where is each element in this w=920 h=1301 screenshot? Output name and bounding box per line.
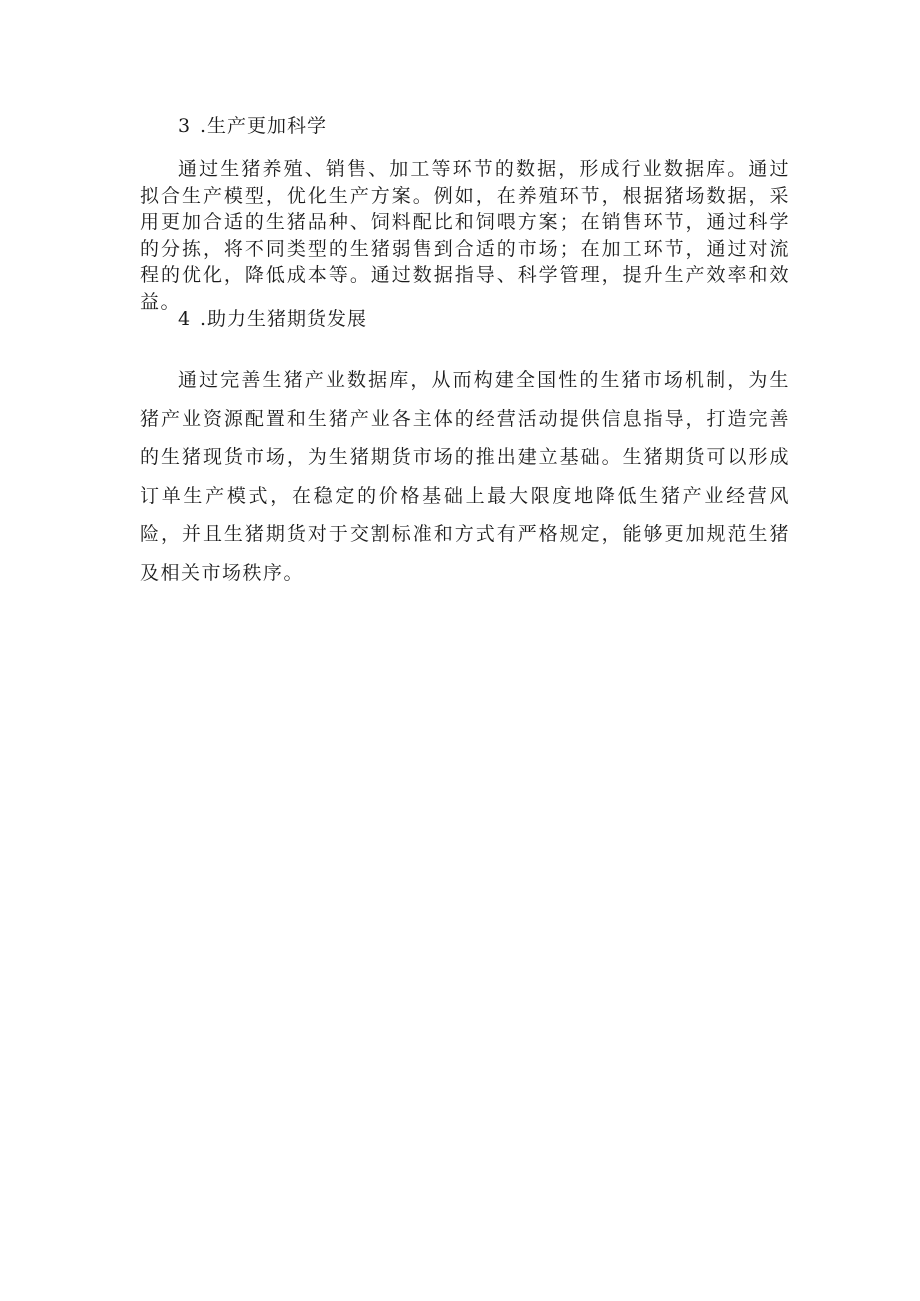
section-title: .助力生猪期货发展 xyxy=(200,308,368,330)
section-title: .生产更加科学 xyxy=(200,115,328,137)
section-paragraph-3: 通过生猪养殖、销售、加工等环节的数据，形成行业数据库。通过拟合生产模型，优化生产方案。例如，在养殖环节，根据猪场数据，采用更加合适的生猪品种、饲料配比和饲喂方案；在销售环节，通过科学的分拣，将不同类型的生猪弱售到合适的市场；在加工环节，通过对流程的优化，降低成本等。通过数据指导、科学管理，提升生产效率和效益。 xyxy=(140,158,790,313)
section-heading-3 xyxy=(178,114,327,138)
section-heading-4 xyxy=(178,307,367,331)
section-number: 4 xyxy=(178,308,192,330)
section-number: 3 xyxy=(178,115,192,137)
section-paragraph-4: 通过完善生猪产业数据库，从而构建全国性的生猪市场机制，为生猪产业资源配置和生猪产业各主体的经营活动提供信息指导，打造完善的生猪现货市场，为生猪期货市场的推出建立基础。生猪期货可以形成订单生产模式，在稳定的价格基础上最大限度地降低生猪产业经营风险，并且生猪期货对于交割标准和方式有严格规定，能够更加规范生猪及相关市场秩序。 xyxy=(140,369,790,584)
